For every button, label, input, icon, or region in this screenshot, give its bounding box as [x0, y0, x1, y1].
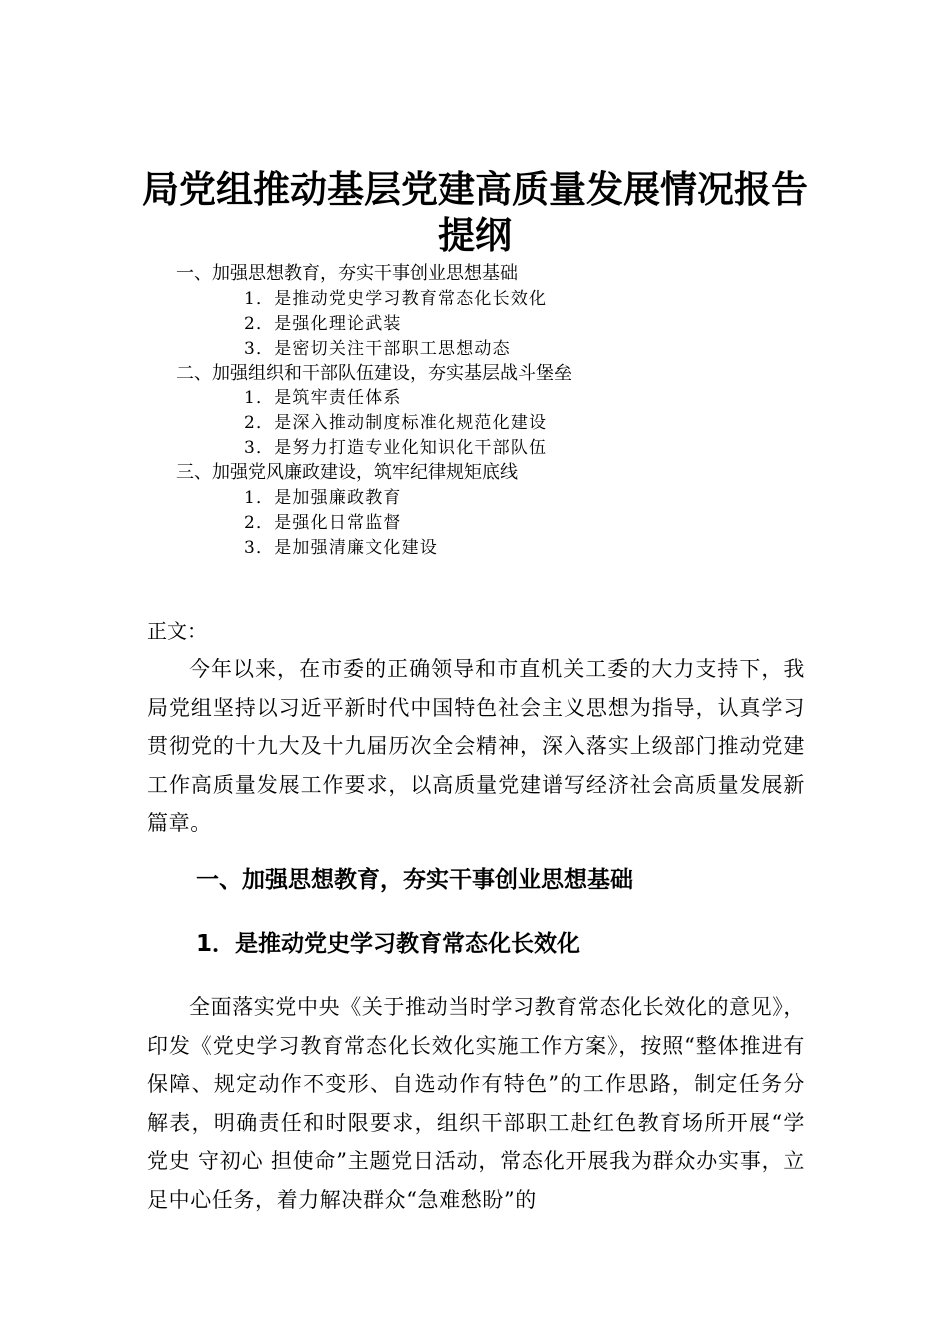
- outline-item: 1．是筑牢责任体系: [244, 388, 402, 408]
- outline-item: 2．是强化理论武装: [244, 314, 402, 334]
- outline-item: 2．是深入推动制度标准化规范化建设: [244, 413, 548, 433]
- document-title-continued: 提纲: [438, 214, 512, 257]
- outline-item: 3．是加强清廉文化建设: [244, 538, 439, 558]
- subsection-heading: 1．是推动党史学习教育常态化长效化: [196, 931, 581, 957]
- outline-item: 1．是推动党史学习教育常态化长效化: [244, 289, 548, 309]
- outline-heading: 二、加强组织和干部队伍建设，夯实基层战斗堡垒: [176, 363, 572, 384]
- outline-heading: 一、加强思想教育，夯实干事创业思想基础: [176, 263, 518, 284]
- body-paragraph: 全面落实党中央《关于推动当时学习教育常态化长效化的意见》，印发《党史学习教育常态化长效化实施工作方案》，按照“整体推进有保障、规定动作不变形、自选动作有特色”的工作思路，制定任务分解表，明确责任和时限要求，组织干部职工赴红色教育场所开展“学党史 守初心 担使命”主题党日活动，常态化开展我为群众办实事，立足中心任务，着力解决群众“急难愁盼”的: [147, 995, 805, 1212]
- outline-item: 1．是加强廉政教育: [244, 488, 402, 508]
- document-title: 局党组推动基层党建高质量发展情况报告: [142, 168, 808, 211]
- outline-item: 3．是密切关注干部职工思想动态: [244, 339, 511, 359]
- section-heading: 一、加强思想教育，夯实干事创业思想基础: [196, 867, 633, 893]
- outline-item: 2．是强化日常监督: [244, 513, 402, 533]
- outline-heading: 三、加强党风廉政建设，筑牢纪律规矩底线: [176, 462, 518, 483]
- outline-item: 3．是努力打造专业化知识化干部队伍: [244, 438, 548, 458]
- intro-paragraph: 今年以来，在市委的正确领导和市直机关工委的大力支持下，我局党组坚持以习近平新时代中国特色社会主义思想为指导，认真学习贯彻党的十九大及十九届历次全会精神，深入落实上级部门推动党建工作高质量发展工作要求，以高质量党建谱写经济社会高质量发展新篇章。: [147, 657, 805, 835]
- body-label: 正文：: [147, 619, 207, 643]
